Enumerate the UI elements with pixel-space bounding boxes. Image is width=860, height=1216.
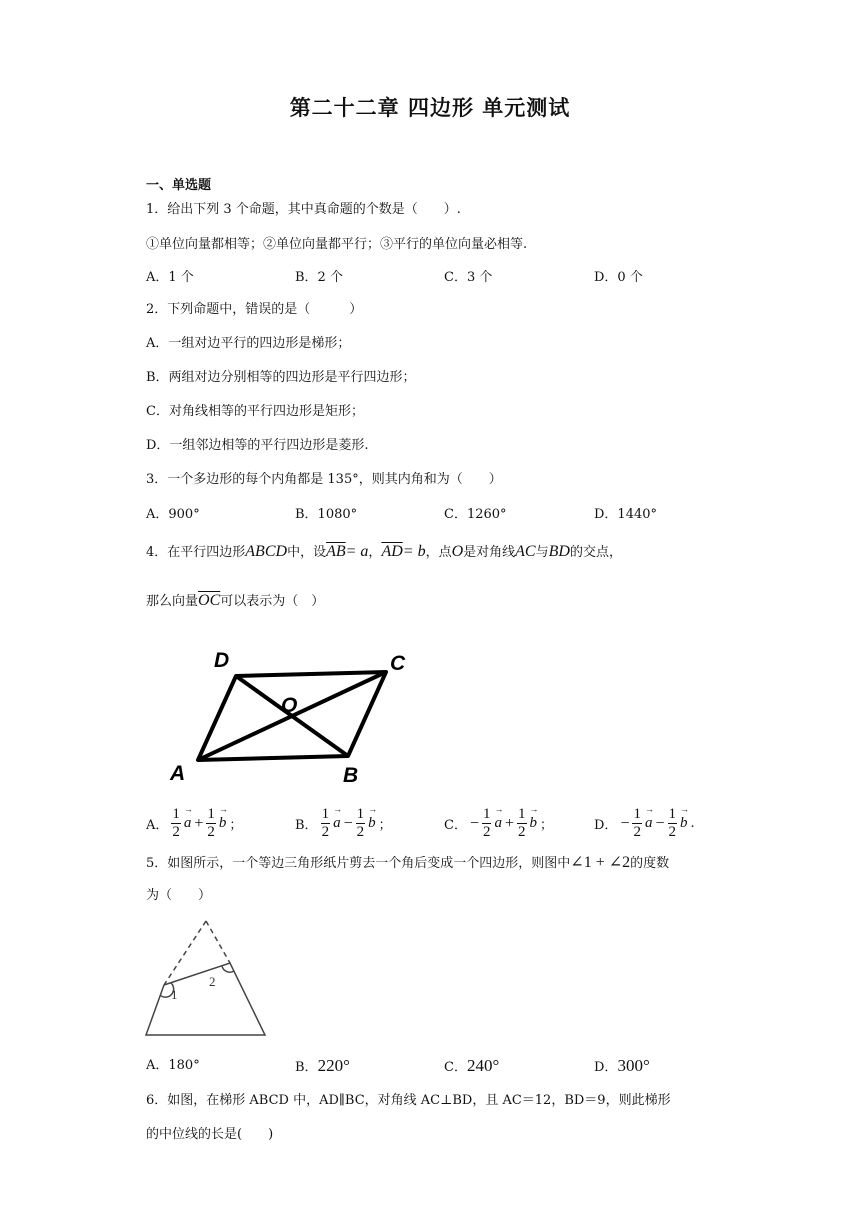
option-letter: A．	[146, 818, 169, 833]
option-value: 220°	[317, 1056, 350, 1075]
q1-option-d: D．0 个	[594, 270, 643, 285]
label-a: A	[170, 762, 186, 785]
fraction-den: 2	[207, 824, 215, 840]
fraction-half	[206, 806, 216, 841]
fraction-num: 1	[482, 806, 491, 822]
separator: ；	[378, 818, 392, 833]
cut-edge-left-dashed	[164, 921, 206, 985]
fraction-num: 1	[633, 806, 641, 822]
q4-stem	[146, 542, 622, 563]
vector-a: → a	[333, 815, 341, 832]
vector-a: → a	[645, 815, 653, 832]
page-title: 第二十二章 四边形 单元测试	[289, 95, 571, 120]
q4-text: ，	[368, 545, 382, 560]
option-letter: D．	[594, 818, 618, 833]
fraction-num: 1	[518, 806, 526, 822]
separator: ；	[540, 818, 554, 833]
option-letter: B．	[295, 1060, 318, 1075]
fraction-num: 1	[172, 806, 180, 822]
q2-option-a: A．一组对边平行的四边形是梯形；	[146, 336, 351, 351]
q4-vector-oc: $\overline{OC}$	[198, 592, 221, 609]
minus-sign: −	[469, 814, 479, 832]
vector-a: → a	[494, 815, 502, 832]
q1-option-b: B．2 个	[295, 270, 343, 285]
q4-option-b	[295, 806, 392, 841]
q1-option-a: A．1 个	[146, 270, 194, 285]
separator: .	[690, 816, 695, 831]
fraction-half	[171, 806, 181, 841]
fraction-den: 2	[356, 824, 365, 840]
fraction-den: 2	[668, 824, 676, 840]
q4-text: 是对角线	[463, 545, 516, 560]
q3-option-d: D．1440°	[594, 507, 658, 522]
q4-option-a	[146, 806, 242, 841]
q4-parallelogram-figure	[160, 640, 430, 790]
q5-option-d	[594, 1056, 650, 1078]
option-letter: B．	[295, 818, 318, 833]
q4-option-c	[444, 806, 553, 841]
q5-option-a: A．180°	[146, 1058, 200, 1073]
q1-sub: ①单位向量都相等；②单位向量都平行；③平行的单位向量必相等.	[146, 237, 528, 252]
q4-ac: AC	[515, 543, 536, 560]
q4-abcd: ABCD	[245, 543, 288, 560]
fraction-half	[321, 806, 331, 841]
q4-eq-a: = a	[345, 543, 369, 560]
q2-option-d: D．一组邻边相等的平行四边形是菱形.	[146, 438, 369, 453]
q3-stem: 3．一个多边形的每个内角都是 135°，则其内角和为（ ）	[146, 472, 502, 487]
minus-sign: −	[343, 814, 353, 832]
option-value: 300°	[617, 1056, 650, 1075]
q3-option-c: C．1260°	[444, 507, 507, 522]
quadrilateral-outline	[146, 963, 265, 1035]
q4-point-o: O	[451, 543, 464, 560]
section-heading: 一、单选题	[146, 178, 212, 193]
fraction-half	[356, 806, 366, 841]
option-value: 240°	[466, 1056, 500, 1075]
q5-text: 5．如图所示，一个等边三角形纸片剪去一个角后变成一个四边形，则图中	[146, 856, 571, 871]
fraction-num: 1	[321, 806, 330, 822]
plus-sign: +	[504, 814, 515, 832]
fraction-num: 1	[207, 806, 215, 822]
q4-bd: BD	[548, 543, 570, 560]
q2-option-b: B．两组对边分别相等的四边形是平行四边形；	[146, 370, 416, 385]
q4-text: 与	[535, 545, 549, 560]
q5-option-c	[444, 1056, 499, 1078]
q5-angle-expression: ∠1 + ∠2	[570, 854, 631, 871]
fraction-half	[517, 806, 527, 841]
vector-b: → b	[368, 815, 376, 832]
fraction-half	[632, 806, 642, 841]
q5-triangle-figure	[140, 918, 272, 1040]
fraction-den: 2	[321, 824, 330, 840]
plus-sign: +	[194, 814, 204, 832]
label-c: C	[390, 652, 406, 675]
option-letter: C．	[444, 818, 467, 833]
q4-text: ，点	[425, 545, 452, 560]
option-letter: C．	[444, 1060, 467, 1075]
q4-text: 可以表示为（ ）	[220, 594, 325, 609]
angle-label-2: 2	[209, 974, 216, 989]
q6-stem: 6．如图，在梯形 ABCD 中，AD∥BC，对角线 AC⊥BD，且 AC＝12，BD＝9，则此梯形	[146, 1093, 671, 1108]
angle-label-1: 1	[171, 987, 178, 1002]
vector-a: → a	[184, 815, 192, 832]
q6-stem-line2: 的中位线的长是( )	[146, 1127, 274, 1142]
fraction-half	[668, 806, 678, 841]
q4-text: 中，设	[287, 545, 327, 560]
vector-b: → b	[219, 815, 227, 832]
fraction-den: 2	[633, 824, 641, 840]
minus-sign: −	[620, 814, 630, 832]
q4-stem-line2	[146, 591, 324, 612]
q1-stem: 1．给出下列 3 个命题，其中真命题的个数是（ ）.	[146, 202, 461, 217]
q4-option-d	[594, 806, 695, 841]
cut-edge-right-dashed	[206, 921, 230, 963]
fraction-num: 1	[356, 806, 365, 822]
q1-option-c: C．3 个	[444, 270, 493, 285]
q3-option-b: B．1080°	[295, 507, 358, 522]
label-b: B	[343, 764, 359, 787]
q4-eq-b: = b	[402, 543, 426, 560]
label-o: O	[281, 694, 298, 717]
q2-stem: 2．下列命题中，错误的是（ ）	[146, 302, 363, 317]
fraction-half	[482, 806, 492, 841]
q4-vector-ad: $\overline{AD}$	[381, 543, 403, 560]
q5-text: 的度数	[630, 856, 670, 871]
fraction-den: 2	[172, 824, 180, 840]
q5-stem	[146, 853, 669, 874]
q4-text: 的交点，	[569, 545, 622, 560]
q4-text: 那么向量	[146, 594, 199, 609]
minus-sign: −	[655, 814, 665, 832]
fraction-den: 2	[482, 824, 491, 840]
option-letter: D．	[594, 1060, 618, 1075]
fraction-den: 2	[518, 824, 526, 840]
label-d: D	[214, 649, 230, 672]
fraction-num: 1	[668, 806, 676, 822]
q5-stem-line2: 为（ ）	[146, 888, 212, 903]
separator: ；	[229, 818, 243, 833]
q4-text: 4．在平行四边形	[146, 545, 246, 560]
q5-option-b	[295, 1056, 350, 1078]
vector-b: → b	[680, 815, 688, 832]
q4-vector-ab: $\overline{AB}$	[326, 543, 346, 560]
q2-option-c: C．对角线相等的平行四边形是矩形；	[146, 404, 364, 419]
q3-option-a: A．900°	[146, 507, 200, 522]
vector-b: → b	[530, 815, 538, 832]
